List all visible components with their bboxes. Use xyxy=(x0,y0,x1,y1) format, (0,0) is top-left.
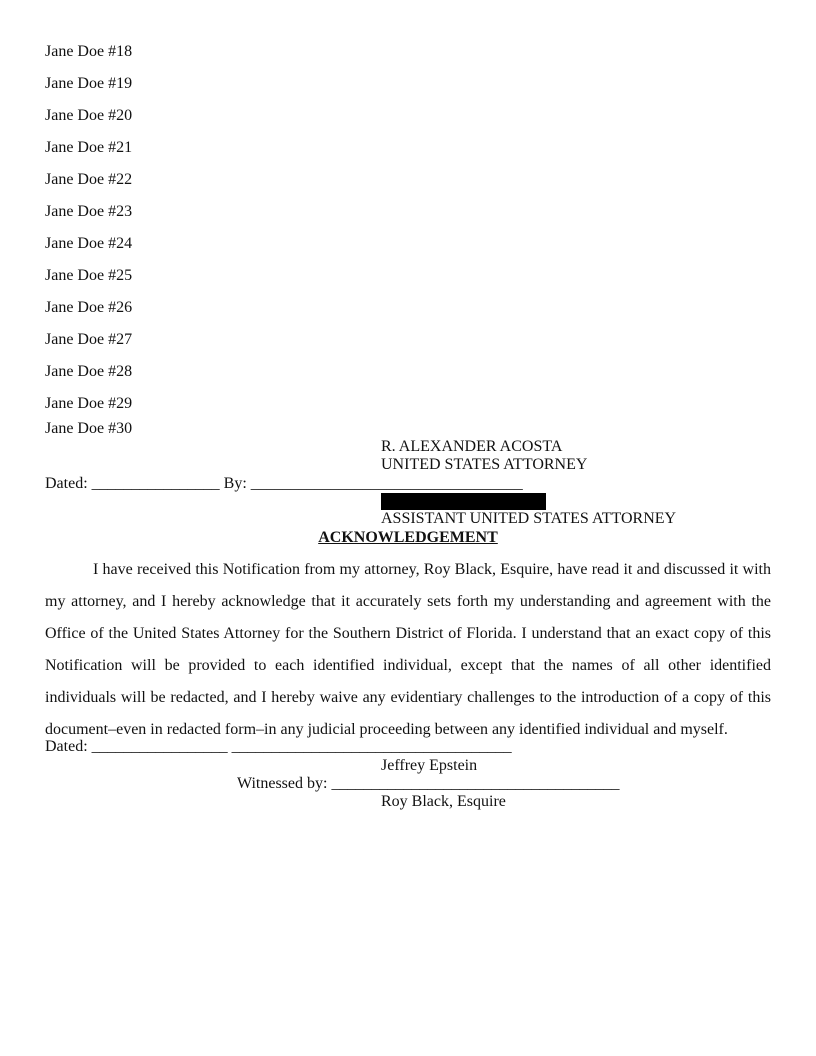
redaction-box xyxy=(381,493,546,510)
jane-doe-23: Jane Doe #23 xyxy=(45,203,133,220)
jane-doe-19: Jane Doe #19 xyxy=(45,75,133,92)
jane-doe-21: Jane Doe #21 xyxy=(45,139,133,156)
acknowledgement-dated-line: Dated: _________________ ___________________________________ xyxy=(45,738,512,755)
jane-doe-18: Jane Doe #18 xyxy=(45,43,133,60)
jane-doe-20: Jane Doe #20 xyxy=(45,107,133,124)
jane-doe-30: Jane Doe #30 xyxy=(45,420,133,437)
jane-doe-29: Jane Doe #29 xyxy=(45,395,133,412)
acknowledgement-body: I have received this Notification from my attorney, Roy Black, Esquire, have read it and discussed it with my attorney, and I hereby acknowledge that it accurately sets forth my understanding and agreement with the Office of the United States Attorney for the Southern District of Florida. I understand that an exact copy of this Notification will be provided to each identified individual, except that the names of all other identified individuals will be redacted, and I hereby waive any evidentiary challenges to the introduction of a copy of this document–even in redacted form–in any judicial proceeding between any identified individual and myself. xyxy=(45,561,771,738)
witness-name: Roy Black, Esquire xyxy=(381,793,506,810)
jane-doe-28: Jane Doe #28 xyxy=(45,363,133,380)
jane-doe-27: Jane Doe #27 xyxy=(45,331,133,348)
jane-doe-24: Jane Doe #24 xyxy=(45,235,133,252)
signer-name: Jeffrey Epstein xyxy=(381,757,478,774)
dated-by-line: Dated: ________________ By: __________________________________ xyxy=(45,475,523,492)
attorney-title: UNITED STATES ATTORNEY xyxy=(381,456,588,473)
assistant-attorney-title: ASSISTANT UNITED STATES ATTORNEY xyxy=(381,510,677,527)
acknowledgement-heading: ACKNOWLEDGEMENT xyxy=(318,529,498,546)
jane-doe-22: Jane Doe #22 xyxy=(45,171,133,188)
jane-doe-25: Jane Doe #25 xyxy=(45,267,133,284)
witness-line: Witnessed by: ____________________________________ xyxy=(237,775,620,792)
jane-doe-26: Jane Doe #26 xyxy=(45,299,133,316)
attorney-name: R. ALEXANDER ACOSTA xyxy=(381,438,563,455)
